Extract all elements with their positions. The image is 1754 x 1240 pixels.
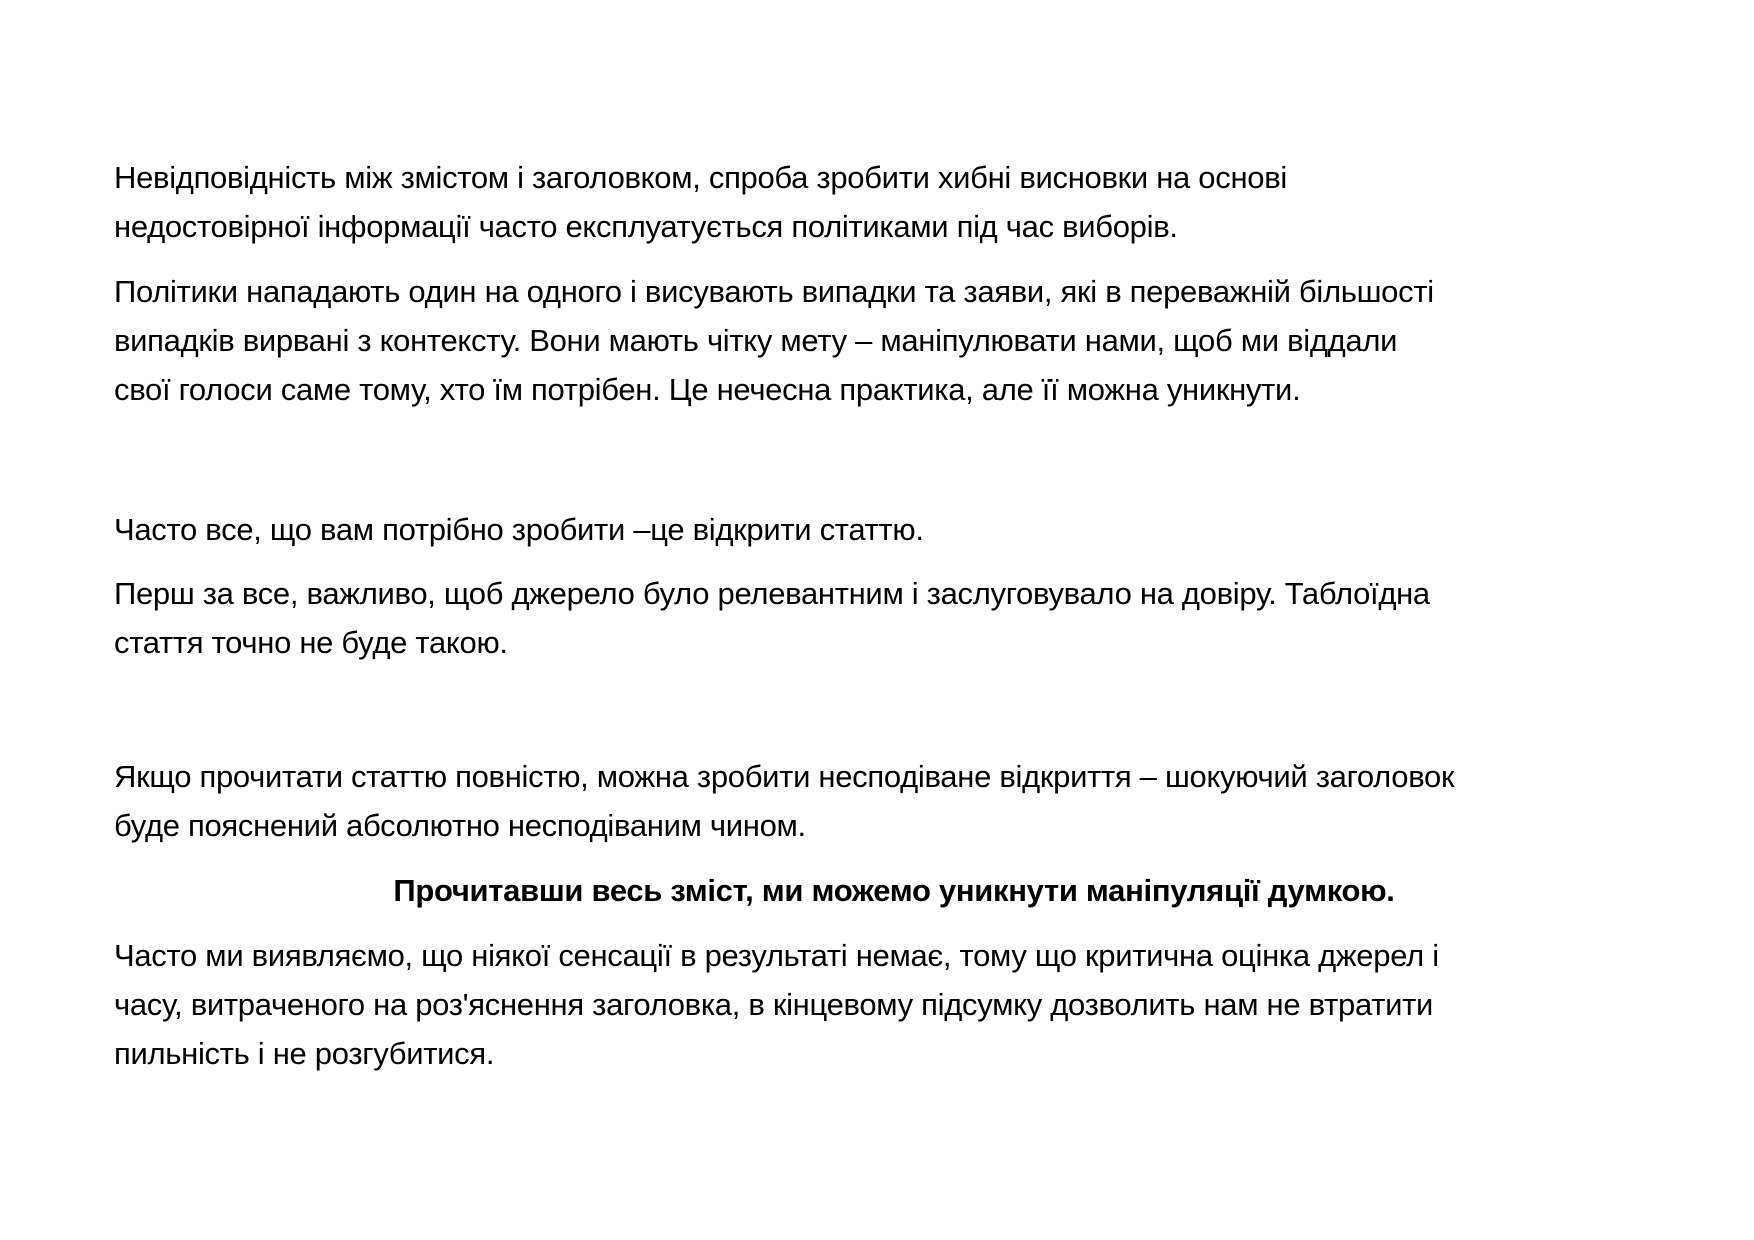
text-line: Перш за все, важливо, щоб джерело було релевантним і заслуговувало на довіру. Таблоїдна <box>114 576 1430 611</box>
text-line: випадків вирвані з контексту. Вони мають чітку мету – маніпулювати нами, щоб ми віддали <box>114 323 1398 358</box>
text-line: Часто все, що вам потрібно зробити –це відкрити статтю. <box>114 512 924 547</box>
text-line: свої голоси саме тому, хто їм потрібен. Це нечесна практика, але її можна уникнути. <box>114 372 1301 407</box>
text-line: стаття точно не буде такою. <box>114 625 508 660</box>
text-line: буде пояснений абсолютно несподіваним чином. <box>114 808 806 843</box>
text-line: часу, витраченого на роз'яснення заголовка, в кінцевому підсумку дозволить нам не втратити <box>114 987 1434 1022</box>
text-line: пильність і не розгубитися. <box>114 1036 495 1071</box>
text-line: Невідповідність між змістом і заголовком, спроба зробити хибні висновки на основі <box>114 160 1287 195</box>
text-line: Якщо прочитати статтю повністю, можна зробити несподіване відкриття – шокуючий заголовок <box>114 759 1455 794</box>
paragraph-open-article <box>114 505 1654 554</box>
text-line: Політики нападають один на одного і висувають випадки та заяви, які в переважній більшості <box>114 274 1434 309</box>
paragraph-source-relevance <box>114 569 1654 667</box>
paragraph-politicians <box>114 267 1654 414</box>
text-line: Часто ми виявляємо, що ніякої сенсації в результаті немає, тому що критична оцінка джерел і <box>114 938 1439 973</box>
paragraph-read-fully <box>114 752 1654 850</box>
text-line: недостовірної інформації часто експлуатується політиками під час виборів. <box>114 209 1178 244</box>
paragraph-headline-mismatch <box>114 153 1654 251</box>
bold-centered-statement <box>114 866 1654 915</box>
paragraph-no-sensation <box>114 931 1654 1078</box>
text-line: Прочитавши весь зміст, ми можемо уникнути маніпуляції думкою. <box>393 873 1395 908</box>
